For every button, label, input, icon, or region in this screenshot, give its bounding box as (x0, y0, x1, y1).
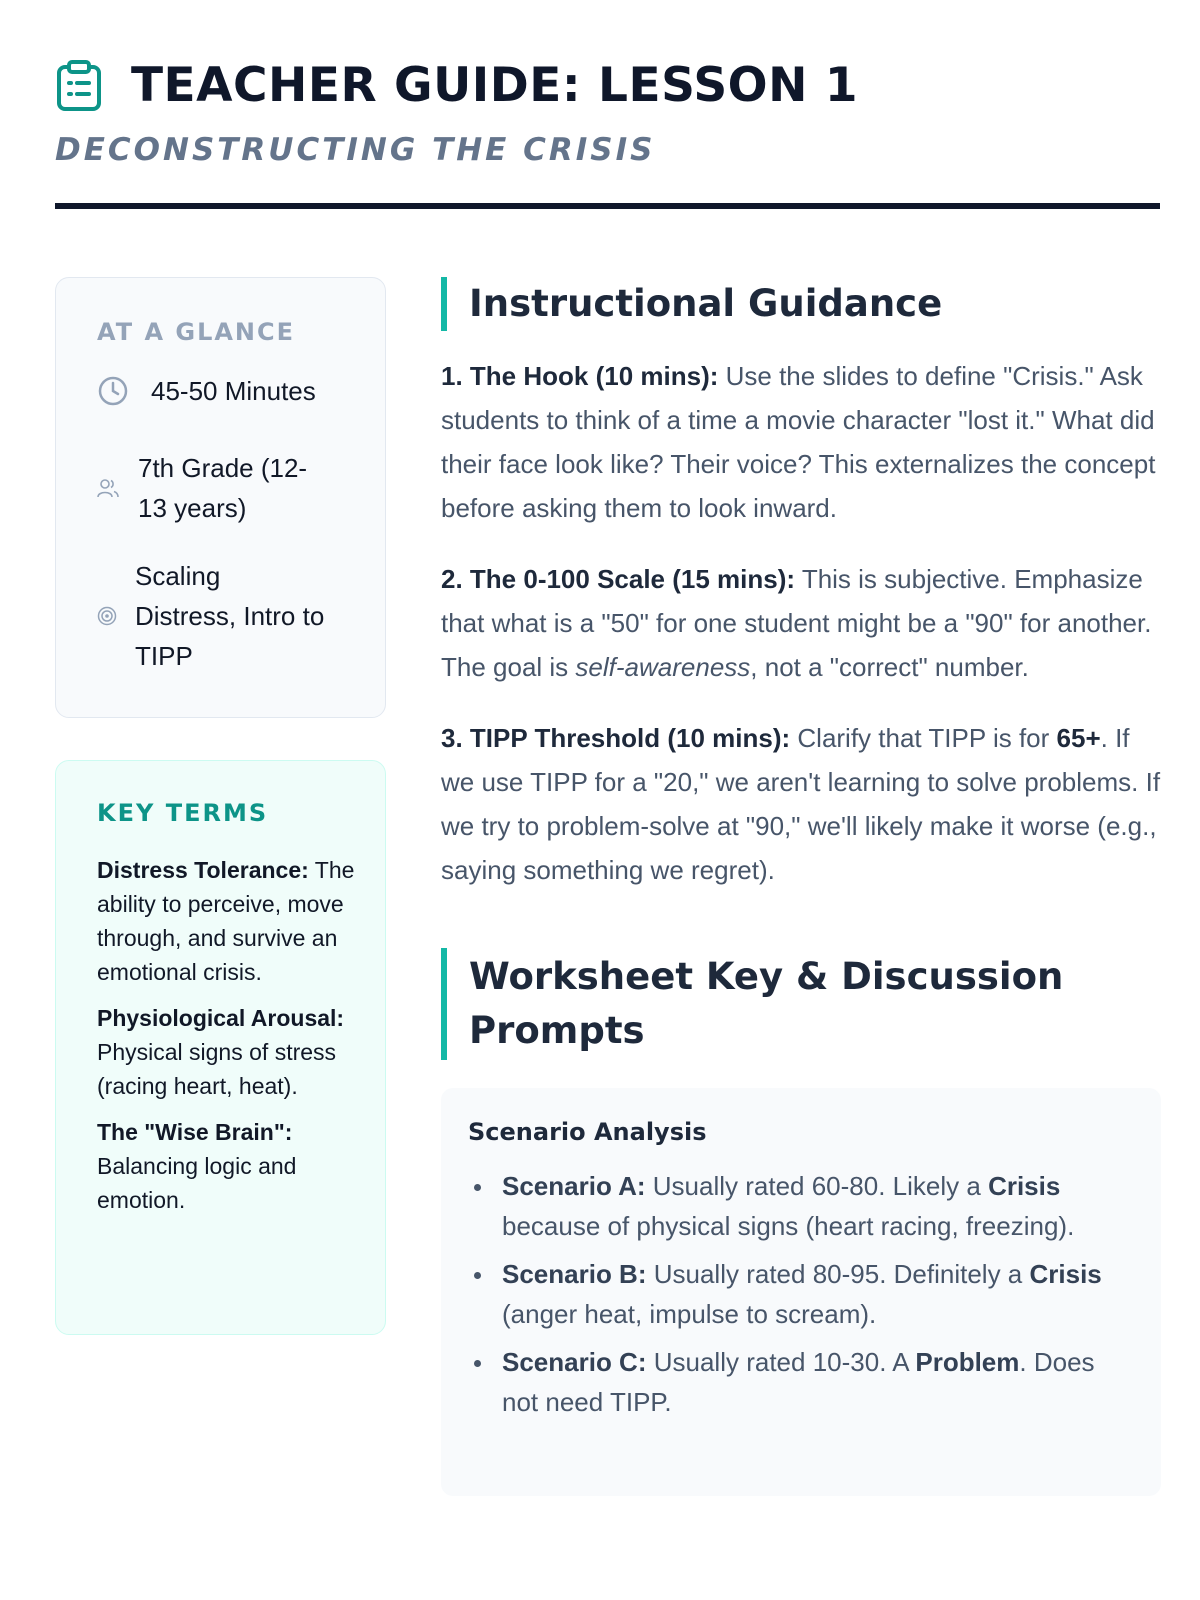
scenario-verdict: Crisis (988, 1171, 1061, 1201)
guidance-scale-emphasis: self-awareness (575, 652, 751, 682)
scenario-text: Usually rated 10-30. A (653, 1347, 909, 1377)
guidance-hook (441, 354, 1161, 530)
guidance-scale (441, 557, 1161, 689)
guidance-scale-body-end: , not a "correct" number. (750, 652, 1029, 682)
key-terms-card (55, 760, 386, 1335)
guidance-hook-lead: 1. The Hook (10 mins): (441, 361, 719, 391)
scenario-list (468, 1166, 1135, 1422)
glance-grade-text: 7th Grade (12-13 years) (138, 453, 308, 523)
guidance-tipp-body-end: . If we use TIPP for a "20," we aren't learning to solve problems. If we try to problem-solve at "90," we'll likely make it worse (e.g., saying something we regret). (441, 723, 1161, 885)
scenario-label: Scenario B: (502, 1259, 647, 1289)
clipboard-list-icon (55, 59, 103, 111)
key-terms-label: KEY TERMS (97, 799, 269, 827)
scenario-verdict: Problem (915, 1347, 1020, 1377)
glance-item-duration (97, 371, 316, 411)
glance-item-grade (97, 448, 333, 528)
guidance-scale-lead: 2. The 0-100 Scale (15 mins): (441, 564, 796, 594)
page-header (55, 50, 1160, 168)
scenario-text: Usually rated 60-80. Likely a (652, 1171, 981, 1201)
at-a-glance-label: AT A GLANCE (97, 318, 296, 346)
guidance-tipp-threshold-value: 65+ (1056, 723, 1101, 753)
users-icon (97, 477, 119, 499)
main-content (441, 277, 1161, 1496)
glance-topics-text: Scaling Distress, Intro to TIPP (135, 561, 325, 671)
scenario-item-c (468, 1342, 1135, 1422)
term-name: Physiological Arousal: (97, 1005, 345, 1031)
at-a-glance-card (55, 277, 386, 718)
scenario-text-end: . Does not need TIPP. (502, 1347, 1095, 1417)
scenario-label: Scenario A: (502, 1171, 646, 1201)
scenario-label: Scenario C: (502, 1347, 647, 1377)
scenario-item-b (468, 1254, 1135, 1334)
term-distress-tolerance (97, 853, 355, 989)
scenario-text-end: because of physical signs (heart racing, freezing). (502, 1211, 1075, 1241)
guidance-tipp-lead: 3. TIPP Threshold (10 mins): (441, 723, 791, 753)
clock-icon (97, 375, 129, 407)
glance-item-topics (97, 556, 325, 676)
page-title: TEACHER GUIDE: LESSON 1 (131, 57, 859, 113)
term-name: Distress Tolerance: (97, 857, 309, 883)
scenario-text-end: (anger heat, impulse to scream). (502, 1299, 877, 1329)
term-name: The "Wise Brain": (97, 1119, 293, 1145)
scenario-item-a (468, 1166, 1135, 1246)
term-definition: Balancing logic and emotion. (97, 1153, 297, 1213)
scenario-analysis-box (441, 1088, 1161, 1496)
guidance-tipp-threshold (441, 716, 1161, 892)
scenario-text: Usually rated 80-95. Definitely a (653, 1259, 1023, 1289)
title-row (55, 50, 1160, 120)
guidance-tipp-body: Clarify that TIPP is for (797, 723, 1050, 753)
term-definition: Physical signs of stress (racing heart, heat). (97, 1039, 337, 1099)
header-divider (55, 203, 1160, 209)
term-physiological-arousal (97, 1001, 355, 1103)
instructional-guidance-heading: Instructional Guidance (441, 277, 1161, 331)
glance-duration-text: 45-50 Minutes (151, 376, 316, 406)
scenario-analysis-title: Scenario Analysis (468, 1118, 707, 1146)
worksheet-key-heading: Worksheet Key & Discussion Prompts (441, 948, 1161, 1060)
target-icon (97, 606, 117, 626)
scenario-verdict: Crisis (1029, 1259, 1102, 1289)
term-wise-brain (97, 1115, 355, 1217)
page-subtitle: DECONSTRUCTING THE CRISIS (55, 132, 656, 168)
guidance-scale-body: This is subjective. Emphasize that what is a "50" for one student might be a "90" for another. The goal is (441, 564, 1152, 682)
term-definition: The ability to perceive, move through, and survive an emotional crisis. (97, 857, 355, 985)
guidance-hook-body: Use the slides to define "Crisis." Ask students to think of a time a movie character "lost it." What did their face look like? Their voice? This externalizes the concept before asking them to look inward. (441, 361, 1156, 523)
